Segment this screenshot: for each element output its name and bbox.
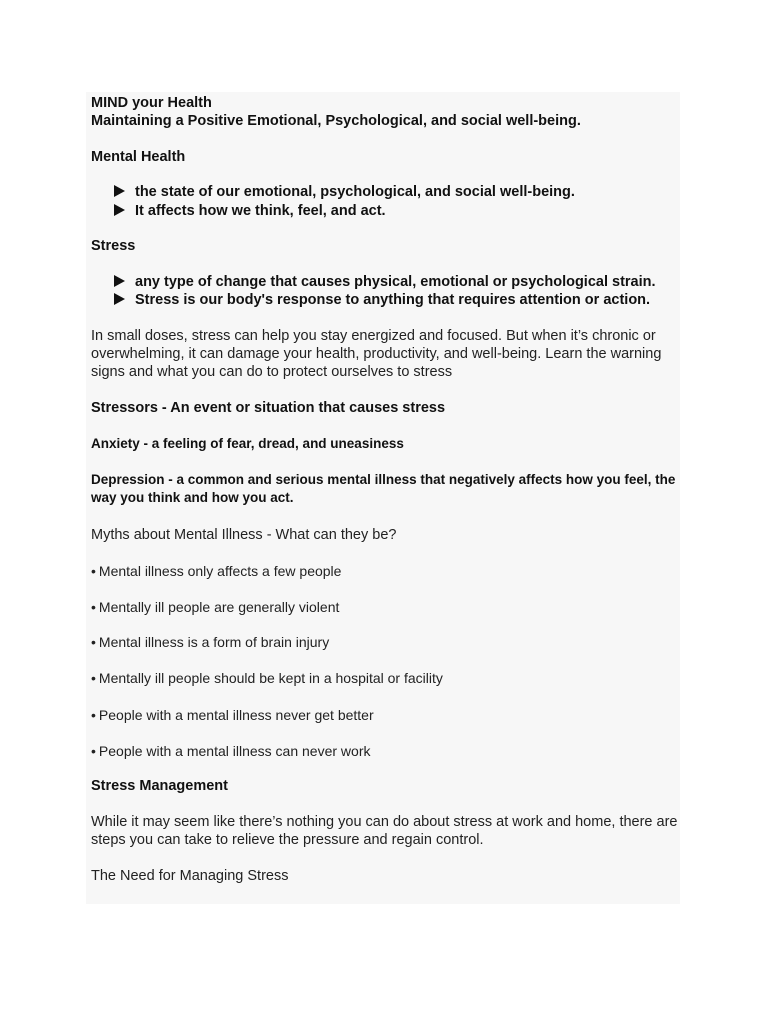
list-item: • People with a mental illness never get better bbox=[91, 707, 374, 723]
bullet-dot-icon: • bbox=[91, 670, 96, 686]
list-item bbox=[114, 273, 656, 291]
bullet-dot-icon: • bbox=[91, 599, 96, 615]
list-item-text: the state of our emotional, psychological, and social well-being. bbox=[135, 184, 575, 200]
depression-definition: Depression - a common and serious mental illness that negatively affects how you feel, the way you think and how you act. bbox=[91, 472, 676, 505]
bullet-dot-icon: • bbox=[91, 634, 96, 650]
myths-heading: Myths about Mental Illness - What can they be? bbox=[91, 527, 397, 543]
list-item: • Mentally ill people should be kept in a hospital or facility bbox=[91, 670, 443, 686]
list-item-text: Stress is our body's response to anything that requires attention or action. bbox=[135, 292, 651, 308]
stressors-definition: Stressors - An event or situation that causes stress bbox=[91, 400, 446, 416]
anxiety-definition: Anxiety - a feeling of fear, dread, and uneasiness bbox=[91, 436, 404, 451]
mental-health-heading: Mental Health bbox=[91, 149, 186, 165]
stress-paragraph: In small doses, stress can help you stay energized and focused. But when it’s chronic or overwhelming, it can damage your health, productivity, and well-being. Learn the warning signs and what you can do to protect ourselves to stress bbox=[91, 328, 662, 380]
bullet-dot-icon: • bbox=[91, 563, 96, 579]
list-item: • Mental illness only affects a few people bbox=[91, 563, 342, 579]
triangle-bullet-icon bbox=[114, 204, 125, 216]
list-item: • Mentally ill people are generally violent bbox=[91, 599, 340, 615]
triangle-bullet-icon bbox=[114, 185, 125, 197]
list-item-text: any type of change that causes physical, emotional or psychological strain. bbox=[135, 274, 656, 290]
triangle-bullet-icon bbox=[114, 275, 125, 287]
stress-heading: Stress bbox=[91, 238, 136, 254]
list-item-text: It affects how we think, feel, and act. bbox=[135, 203, 386, 219]
stress-management-paragraph: While it may seem like there’s nothing you can do about stress at work and home, there are steps you can take to relieve the pressure and regain control. bbox=[91, 814, 678, 848]
bullet-dot-icon: • bbox=[91, 743, 96, 759]
managing-stress-subheading: The Need for Managing Stress bbox=[91, 868, 289, 884]
document-title: MIND your Health bbox=[91, 95, 212, 111]
list-item bbox=[114, 291, 650, 309]
bullet-dot-icon: • bbox=[91, 707, 96, 723]
triangle-bullet-icon bbox=[114, 293, 125, 305]
list-item: • People with a mental illness can never work bbox=[91, 743, 371, 759]
list-item bbox=[114, 202, 386, 220]
document-subtitle: Maintaining a Positive Emotional, Psychological, and social well-being. bbox=[91, 113, 581, 129]
list-item: • Mental illness is a form of brain injury bbox=[91, 634, 330, 650]
list-item bbox=[114, 183, 575, 201]
stress-management-heading: Stress Management bbox=[91, 778, 228, 794]
